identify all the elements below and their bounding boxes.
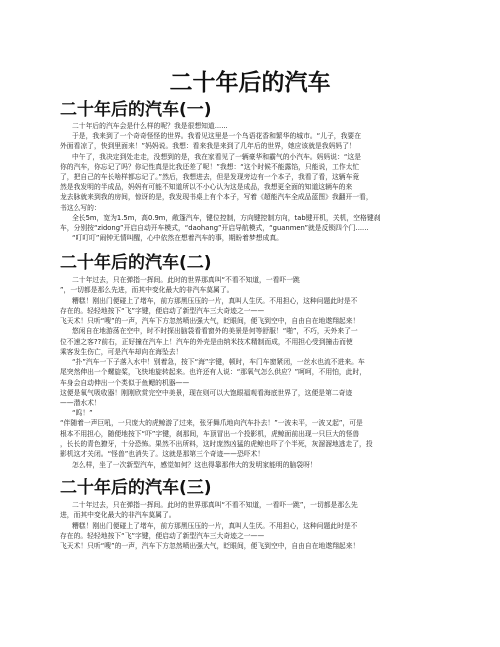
section-1-line-2: 于是，我来到了一个奇奇怪怪的世界。我看见这里是一个鸟语花香和繁华的城市。“儿子，我要在 (72, 132, 361, 140)
section-2-line-13: ——潜水术！ (60, 399, 101, 407)
section-3-heading: 二十年后的汽车(三) (60, 478, 212, 498)
section-2-line-1: 二十年过去，只在弹指一挥间。此时的世界那真叫“不看不知道，一看吓一跳 (72, 276, 300, 284)
section-2-line-7: 位不速之客??前右，正好撞在汽车上！汽车的外壳是由纳米技术精制而成，不用担心受到撞击而使 (60, 338, 353, 346)
section-1-line-4: 中午了，我决定到处走走，没想到的是，我在家看见了一辆豪华和霸气的小汽车。妈妈说：“这是 (72, 153, 361, 161)
section-2-line-8: 乘客发生伤亡，可是汽车却向在海坠去！ (60, 348, 183, 356)
section-2-line-2: ”，一切都是那么先进，而其中变化最大的非汽车莫属了。 (60, 286, 234, 294)
section-2-line-6: 悠闲自在地游荡在空中，时不时探出脑袋看看窗外的美景是何等舒服！“啪”，不巧，天外来了一 (72, 327, 358, 335)
section-2-line-9: “扑”汽车一下子落入水中！别着急，按下“海”字键，顿时，车门车窗紧闭，一丝水也流不进来。车 (72, 358, 365, 366)
section-2-line-4: 存在的。轻轻地按下“飞”字键，便启动了新型汽车三大奇迹之一—— (60, 307, 265, 315)
section-2-line-11: 车身会自动伸出一个类似于鱼鳃的机器—— (60, 379, 190, 387)
section-1-line-1: 二十年后的汽车会是什么样的呢？我是很想知道...... (72, 122, 228, 130)
section-3-line-5: 飞天术！只听“嗖”的一声，汽车下方忽然喷出强大气，眨眼间，便飞到空中，自由自在地遨翔起来！ (60, 542, 360, 550)
section-3-line-1: 二十年过去，只在弹指一挥间。此时的世界那真叫“不看不知道，一看吓一跳”，一切都是那么先 (72, 501, 358, 509)
section-2-line-10: 尾突然伸出一个螺旋桨，飞快地旋转起来。也许还有人说：“那氧气怎么供应？”呵呵，不用怕，此时， (60, 368, 367, 376)
section-1-line-3: 外面看凉了，快到里面来！”妈妈说。我想：看来我是来到了几年后的世界，她应该就是我妈妈了！ (60, 142, 356, 150)
section-2-line-15: “伴随着一声巨吼，一只庞大的虎鲸游了过来，张牙舞爪地向汽车扑去！”一波未平，一波又起”，可是 (60, 419, 363, 427)
section-1-line-12: “叮叮叮”闹钟无情叫醒，心中依然在想着汽车的事，期盼着梦想成真。 (72, 234, 283, 242)
section-2-heading: 二十年后的汽车(二) (60, 253, 212, 273)
document-title: 二十年后的汽车 (169, 70, 331, 96)
section-1-line-9: 书这么写的： (60, 204, 101, 212)
section-2-line-16: 根本不用担心，随便地按下“吓”字键，刹那间，车顶冒出一个投影机，虎鲸面前出现一只巨大的怪兽 (60, 430, 360, 438)
section-3-line-4: 存在的。轻轻地按下“飞”字键，便启动了新型汽车三大奇迹之一—— (60, 532, 265, 540)
section-1-line-7: 然是我发明的半成品，妈妈有可能不知道所以不小心认为这是成品，我想更全面的知道这辆车的来 (60, 183, 353, 191)
section-2-line-18: 影机这才关闭。“怪兽”也消失了。这就是那第三个奇迹——恐吓术！ (60, 450, 265, 458)
section-1-heading: 二十年后的汽车(一) (60, 100, 212, 120)
section-1-line-8: 龙去脉就来到我的房间，惊讶的是，我发现书桌上有个本子，写着《超能汽车全成品蓝图》我翻开一看， (60, 193, 373, 201)
section-2-line-3: 糟糕！刚出门便碰上了堵车，前方那黑压压的一片，真叫人生厌。不用担心，这种问题此时是不 (72, 297, 358, 305)
section-2-line-14: “呜！” (72, 409, 93, 417)
section-2-line-12: 这便是氧气吸收器！刚刚欣赏完空中美景，现在则可以大饱眼福观看海底世界了，这便是第二奇迹 (60, 389, 353, 397)
section-1-line-6: 了，把自己的车长啥样都忘记了。”然后，我想进去，但是发现旁边有一个本子，我看了看，这辆车竟 (60, 173, 360, 181)
section-2-line-5: 飞天术！只听“嗖”的一声，汽车下方忽然喷出强大气，眨眼间，便飞到空中，自由自在地遨翔起来！ (60, 317, 360, 325)
section-1-line-10: 全长5m，宽为1.5m，高0.9m，敞篷汽车，键位控制，方向键控制方向，tab键开机，关机，空格键刹 (72, 214, 381, 222)
section-3-line-2: 进，而其中变化最大的非汽车莫属了。 (60, 511, 176, 519)
section-2-line-17: ，长长的青色獠牙，十分恐怖。果然不出所料，这时庞然凶猛的虎鲸也吓了个半死，灰溜溜地逃走了，投 (60, 440, 373, 448)
section-3-line-3: 糟糕！刚出门便碰上了堵车，前方那黑压压的一片，真叫人生厌。不用担心，这种问题此时是不 (72, 522, 358, 530)
section-2-line-19: 怎么样，坐了一次新型汽车，感觉如何？这也得靠那伟大的发明家能明的脑袋呀！ (72, 461, 317, 469)
section-1-line-11: 车，分别按“zidong”开启自动开车模式，“daohang”开启导航模式，“guanmen”就是反锁四个门...... (60, 224, 369, 232)
section-1-line-5: 你的汽车，你忘记了吗？你记性真是比我还差了呢！”我想：“这个时候不能露馅，只能说，工作太忙 (60, 163, 360, 171)
